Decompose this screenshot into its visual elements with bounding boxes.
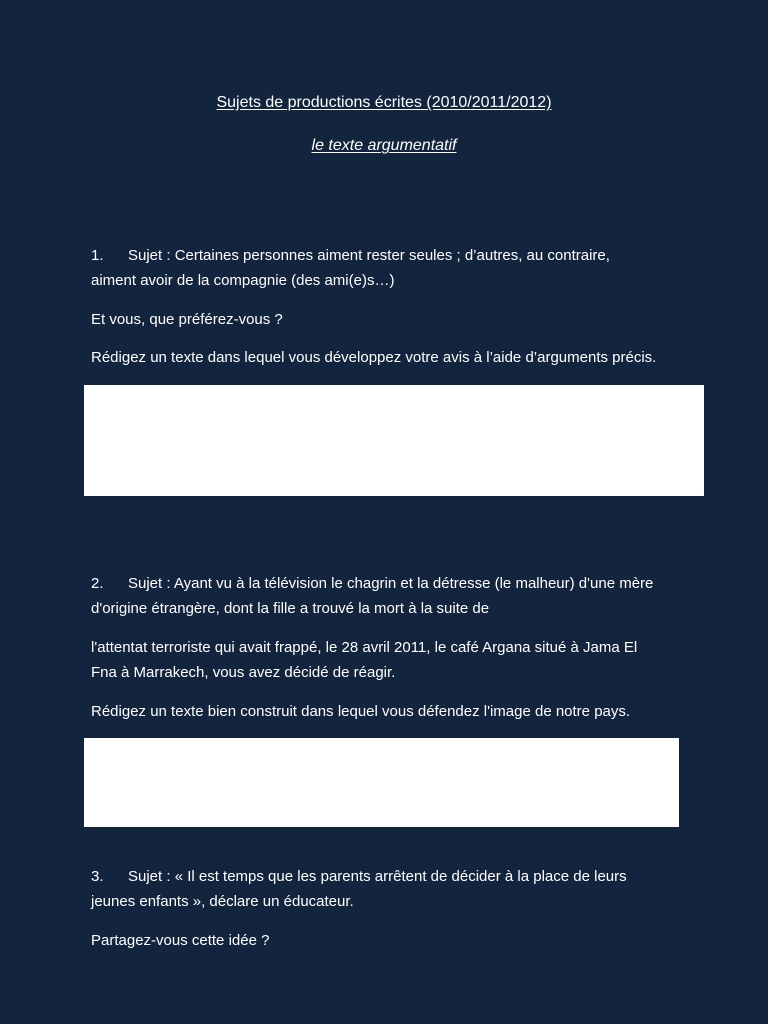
subject-3-number: 3. xyxy=(91,868,104,885)
document-title: Sujets de productions écrites (2010/2011/2012) xyxy=(216,94,552,111)
redaction-box-1 xyxy=(84,385,704,496)
subject-1-instruction: Rédigez un texte dans lequel vous développez votre avis à l’aide d’arguments précis. xyxy=(91,349,657,366)
subject-1-number: 1. xyxy=(91,247,104,264)
subject-2-continuation-1: l'attentat terroriste qui avait frappé, le 28 avril 2011, le café Argana situé à Jama El xyxy=(91,639,638,656)
subject-2-number: 2. xyxy=(91,575,104,592)
subject-3-text xyxy=(91,864,751,889)
subject-3-question: Partagez-vous cette idée ? xyxy=(91,932,270,949)
subject-2-line-2: d'origine étrangère, dont la fille a trouvé la mort à la suite de xyxy=(91,600,490,617)
subject-1-line-2: aiment avoir de la compagnie (des ami(e)s…) xyxy=(91,272,395,289)
subject-3-line-1: Sujet : « Il est temps que les parents arrêtent de décider à la place de leurs xyxy=(128,868,627,885)
subject-2-continuation-2: Fna à Marrakech, vous avez décidé de réagir. xyxy=(91,664,396,681)
redaction-box-2 xyxy=(84,738,679,827)
subject-1-text xyxy=(91,243,721,268)
subject-3-line-2: jeunes enfants », déclare un éducateur. xyxy=(91,893,354,910)
subject-2-line-1: Sujet : Ayant vu à la télévision le chagrin et la détresse (le malheur) d'une mère xyxy=(128,575,654,592)
subject-2-instruction: Rédigez un texte bien construit dans lequel vous défendez l'image de notre pays. xyxy=(91,703,631,720)
subject-2-text xyxy=(91,571,751,596)
document-subtitle: le texte argumentatif xyxy=(311,137,457,154)
subject-1-question: Et vous, que préférez-vous ? xyxy=(91,311,283,328)
subject-1-line-1: Sujet : Certaines personnes aiment rester seules ; d’autres, au contraire, xyxy=(128,247,610,264)
